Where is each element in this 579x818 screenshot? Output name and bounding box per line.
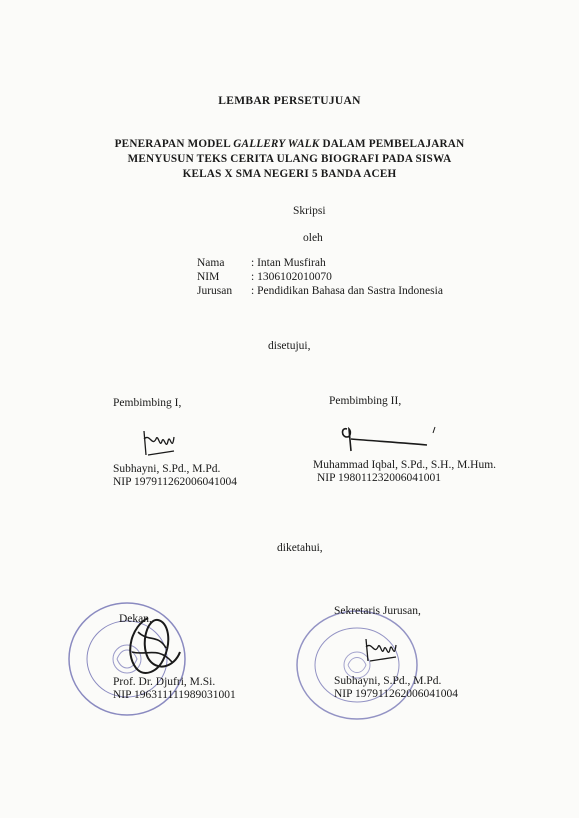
approved-label: disetujui, — [268, 340, 311, 352]
thesis-title-line-3: KELAS X SMA NEGERI 5 BANDA ACEH — [182, 168, 397, 180]
dean-signature — [118, 612, 188, 682]
supervisor2-name: Muhammad Iqbal, S.Pd., S.H., M.Hum. — [313, 459, 497, 471]
student-nim-row — [197, 270, 443, 284]
thesis-title — [0, 137, 579, 182]
name-label: Nama — [197, 257, 225, 269]
secretary-role: Sekretaris Jurusan, — [334, 605, 421, 617]
by-label: oleh — [303, 232, 323, 244]
name-value: : Intan Musfirah — [251, 257, 326, 269]
secretary-name: Subhayni, S.Pd., M.Pd. — [334, 675, 442, 687]
dean-nip: NIP 196311111989031001 — [113, 689, 236, 701]
thesis-title-line-1 — [0, 137, 579, 152]
jurusan-value: : Pendidikan Bahasa dan Sastra Indonesia — [251, 285, 443, 297]
acknowledged-label: diketahui, — [277, 542, 323, 554]
supervisor1-name: Subhayni, S.Pd., M.Pd. — [113, 463, 221, 475]
supervisor1-role: Pembimbing I, — [113, 397, 182, 409]
secretary-nip: NIP 197911262006041004 — [334, 688, 459, 700]
doc-type: Skripsi — [293, 205, 326, 217]
thesis-title-line-2: MENYUSUN TEKS CERITA ULANG BIOGRAFI PADA SISWA — [127, 153, 452, 165]
student-name-row — [197, 256, 443, 270]
supervisor2-signature — [335, 425, 445, 455]
student-jurusan-row — [197, 284, 443, 298]
nim-value: : 1306102010070 — [251, 271, 332, 283]
supervisor2-role: Pembimbing II, — [329, 395, 402, 407]
page-title: LEMBAR PERSETUJUAN — [218, 95, 361, 107]
jurusan-label: Jurusan — [197, 285, 233, 297]
supervisor1-signature — [140, 425, 180, 461]
secretary-signature — [362, 633, 402, 667]
nim-label: NIM — [197, 271, 220, 283]
student-info — [197, 256, 443, 298]
thesis-title-part: PENERAPAN MODEL — [114, 138, 234, 150]
dean-name: Prof. Dr. Djufri, M.Si. — [113, 676, 216, 688]
supervisor2-nip: NIP 198011232006041001 — [317, 472, 442, 484]
secretary-stamp-seal — [292, 605, 422, 725]
thesis-title-part: DALAM PEMBELAJARAN — [319, 138, 465, 150]
dean-role: Dekan, — [119, 613, 152, 625]
supervisor1-nip: NIP 197911262006041004 — [113, 476, 238, 488]
thesis-title-italic: GALLERY WALK — [233, 138, 320, 150]
